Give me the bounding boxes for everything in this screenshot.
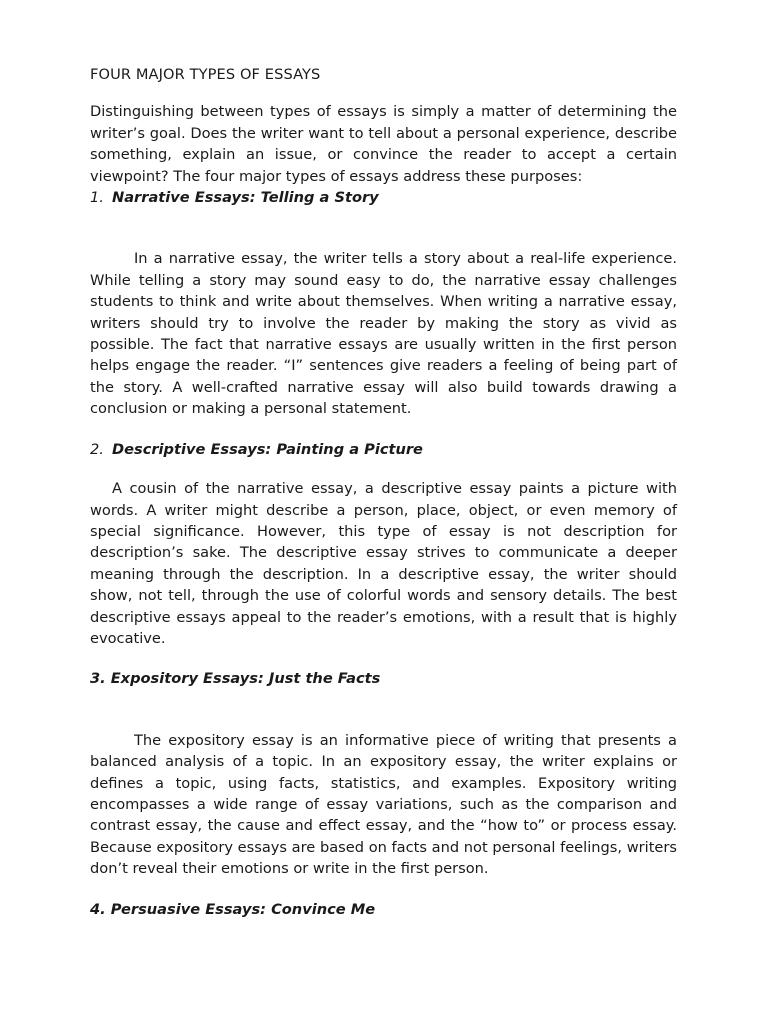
section-heading-descriptive — [90, 439, 677, 460]
intro-paragraph: Distinguishing between types of essays is simply a matter of determining the writer’s goal. Does the writer want to tell about a personal experience, describe something, explain an issue, or convince the reader to accept a certain viewpoint? The four major types of essays address these purposes: — [90, 103, 677, 185]
section-heading-expository — [90, 668, 677, 689]
document-page — [90, 64, 677, 920]
section-heading-text: Expository Essays: Just the Facts — [110, 670, 381, 688]
section-body-descriptive: A cousin of the narrative essay, a descriptive essay paints a picture with words. A writer might describe a person, place, object, or even memory of special significance. However, this type of essay is not description for description’s sake. The descriptive essay strives to communicate a deeper meaning through the description. In a descriptive essay, the writer should show, not tell, through the use of colorful words and sensory details. The best descriptive essays appeal to the reader’s emotions, with a result that is highly evocative. — [90, 480, 677, 647]
section-number: 2. — [90, 440, 104, 458]
section-number: 4. — [90, 900, 106, 918]
section-body-narrative: In a narrative essay, the writer tells a story about a real-life experience. While telling a story may sound easy to do, the narrative essay challenges students to think and write about themselves. When writing a narrative essay, writers should try to involve the reader by making the story as vivid as possible. The fact that narrative essays are usually written in the first person helps engage the reader. “I” sentences give readers a feeling of being part of the story. A well-crafted narrative essay will also build towards drawing a conclusion or making a personal statement. — [90, 250, 677, 418]
section-body-expository: The expository essay is an informative piece of writing that presents a balanced analysis of a topic. In an expository essay, the writer explains or defines a topic, using facts, statistics, and examples. Expository writing encompasses a wide range of essay variations, such as the comparison and contrast essay, the cause and effect essay, and the “how to” or process essay. Because expository essays are based on facts and not personal feelings, writers don’t reveal their emotions or write in the first person. — [90, 731, 677, 878]
section-number: 1. — [90, 189, 104, 207]
section-number: 3. — [90, 670, 106, 688]
section-heading-text: Narrative Essays: Telling a Story — [112, 189, 379, 207]
section-heading-text: Descriptive Essays: Painting a Picture — [112, 440, 423, 458]
section-heading-narrative — [90, 187, 677, 208]
document-title: FOUR MAJOR TYPES OF ESSAYS — [90, 66, 321, 83]
section-heading-persuasive — [90, 899, 677, 920]
section-heading-text: Persuasive Essays: Convince Me — [110, 900, 376, 918]
